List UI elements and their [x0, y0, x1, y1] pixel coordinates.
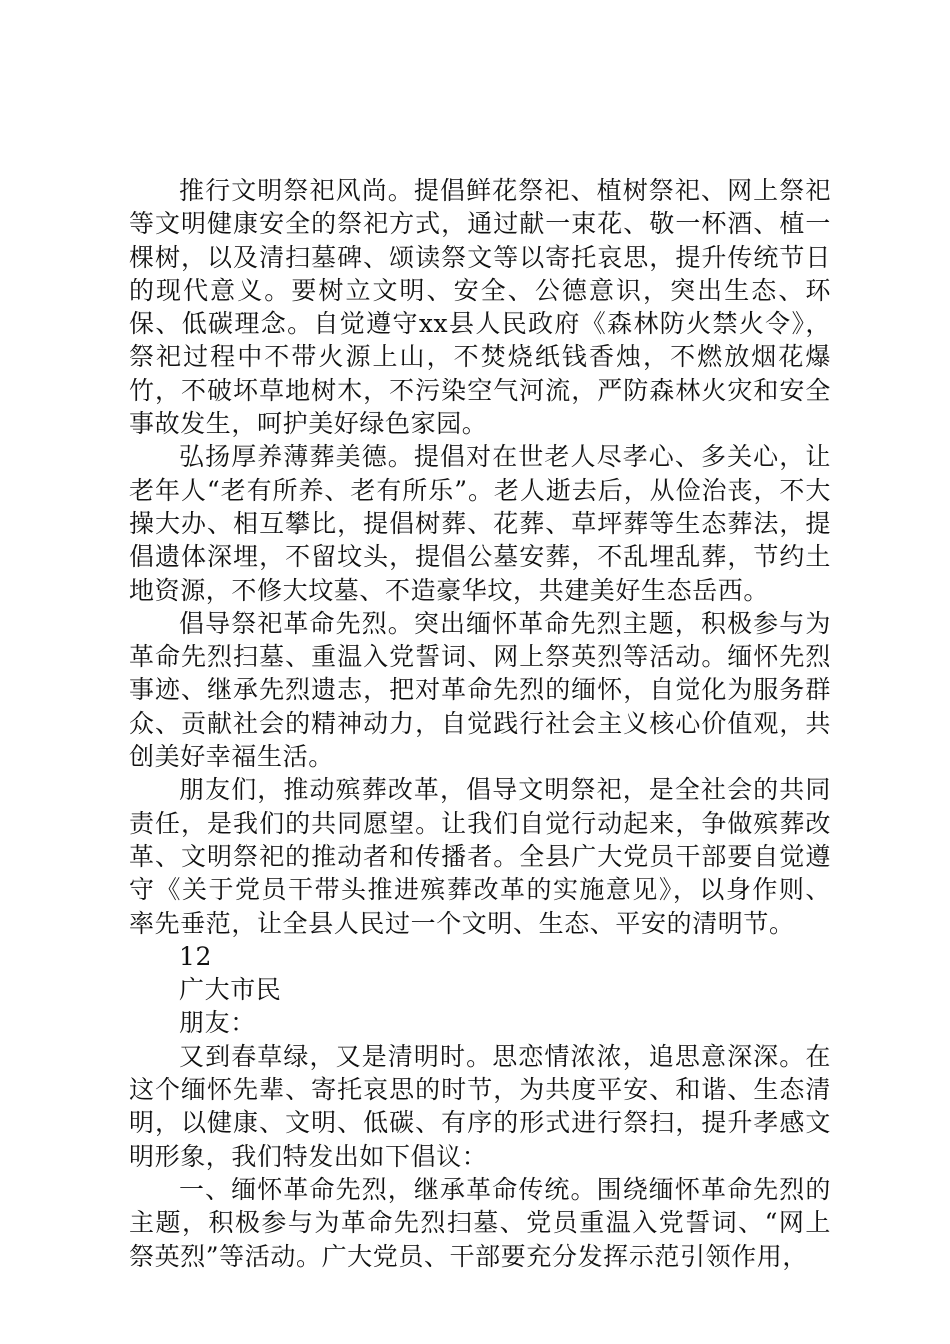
salutation-line-2: 朋友：	[179, 1008, 256, 1038]
paragraph-item-one: 一、缅怀革命先烈，继承革命传统。围绕缅怀革命先烈的主题，积极参与为革命先烈扫墓、党员重温入党誓词、“网上祭英烈”等活动。广大党员、干部要充分发挥示范引领作用，	[129, 1174, 831, 1271]
paragraph-honor-martyrs: 倡导祭祀革命先烈。突出缅怀革命先烈主题，积极参与为革命先烈扫墓、重温入党誓词、网上祭英烈等活动。缅怀先烈事迹、继承先烈遗志，把对革命先烈的缅怀，自觉化为服务群众、贡献社会的精神动力，自觉践行社会主义核心价值观，共创美好幸福生活。	[129, 608, 831, 772]
salutation-line-1: 广大市民	[179, 975, 282, 1005]
paragraph-civilized-worship: 推行文明祭祀风尚。提倡鲜花祭祀、植树祭祀、网上祭祀等文明健康安全的祭祀方式，通过献一束花、敬一杯酒、植一棵树，以及清扫墓碑、颂读祭文等以寄托哀思，提升传统节日的现代意义。要树立文明、安全、公德意识，突出生态、环保、低碳理念。自觉遵守xx县人民政府《森林防火禁火令》，祭祀过程中不带火源上山，不焚烧纸钱香烛，不燃放烟花爆竹，不破坏草地树木，不污染空气河流，严防森林火灾和安全事故发生，呵护美好绿色家园。	[129, 176, 831, 439]
paragraph-qingming-intro: 又到春草绿，又是清明时。思恋情浓浓，追思意深深。在这个缅怀先辈、寄托哀思的时节，为共度平安、和谐、生态清明，以健康、文明、低碳、有序的形式进行祭扫，提升孝感文明形象，我们特发出如下倡议：	[129, 1041, 831, 1171]
paragraph-closing-appeal: 朋友们，推动殡葬改革，倡导文明祭祀，是全社会的共同责任，是我们的共同愿望。让我们自觉行动起来，争做殡葬改革、文明祭祀的推动者和传播者。全县广大党员干部要自觉遵守《关于党员干带头推进殡葬改革的实施意见》，以身作则、率先垂范，让全县人民过一个文明、生态、平安的清明节。	[129, 775, 831, 938]
section-number: 12	[179, 941, 213, 971]
paragraph-frugal-funeral: 弘扬厚养薄葬美德。提倡对在世老人尽孝心、多关心，让老年人“老有所养、老有所乐”。老人逝去后，从俭治丧，不大操大办、相互攀比，提倡树葬、花葬、草坪葬等生态葬法，提倡遗体深埋，不留坟头，提倡公墓安葬，不乱埋乱葬，节约土地资源，不修大坟墓、不造豪华坟，共建美好生态岳西。	[129, 442, 831, 605]
document-page	[129, 174, 831, 1273]
